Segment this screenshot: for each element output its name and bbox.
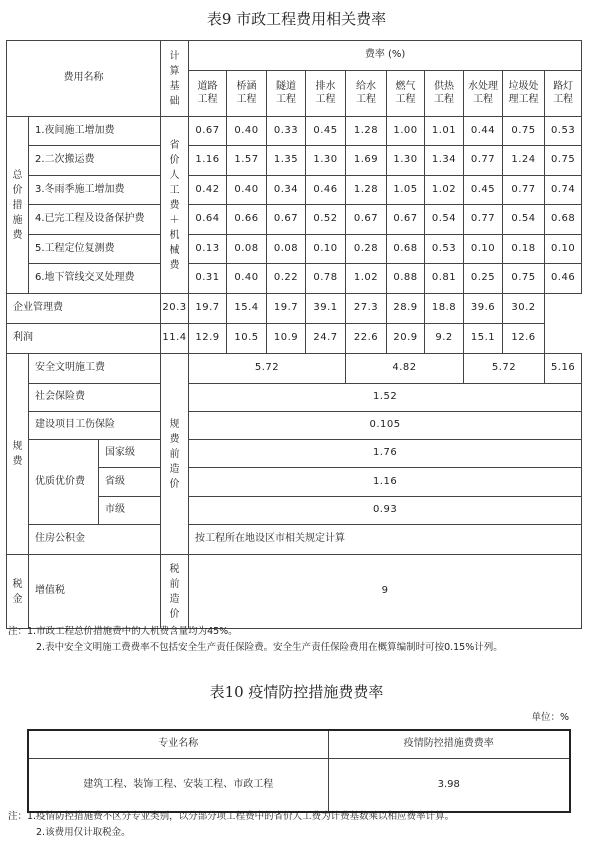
rate-cell: 18.8 bbox=[425, 294, 464, 324]
rate-cell: 0.64 bbox=[189, 205, 227, 235]
quality-national-value: 1.76 bbox=[189, 440, 582, 468]
table10-note-1: 注：1.疫情防控措施费不区分专业类别，以分部分项工程费中的省价人工费为计费基数乘以相应费率计算。 bbox=[8, 811, 455, 822]
category-header: 隧道 工程 bbox=[267, 71, 306, 117]
rate-cell: 0.77 bbox=[464, 146, 503, 176]
vat-value: 9 bbox=[189, 555, 582, 629]
table10-header-rate: 疫情防控措施费费率 bbox=[328, 730, 570, 758]
quality-city-label: 市级 bbox=[99, 497, 161, 525]
row-label: 3.冬雨季施工增加费 bbox=[29, 176, 161, 205]
table9 bbox=[6, 40, 582, 629]
category-header: 道路 工程 bbox=[189, 71, 227, 117]
rate-cell: 0.33 bbox=[267, 117, 306, 146]
rate-cell: 1.35 bbox=[267, 146, 306, 176]
safety-value-1: 5.72 bbox=[189, 354, 346, 384]
rate-cell: 0.10 bbox=[545, 235, 582, 264]
rate-cell: 0.10 bbox=[464, 235, 503, 264]
rate-cell: 1.02 bbox=[346, 264, 387, 294]
table10-header-name: 专业名称 bbox=[28, 730, 328, 758]
quality-provincial-value: 1.16 bbox=[189, 468, 582, 497]
rate-cell: 0.75 bbox=[545, 146, 582, 176]
rate-cell: 0.40 bbox=[227, 117, 267, 146]
rate-cell: 0.34 bbox=[267, 176, 306, 205]
basis-pre-tax: 税 前 造 价 bbox=[161, 555, 189, 629]
quality-city-value: 0.93 bbox=[189, 497, 582, 525]
rate-cell: 0.77 bbox=[503, 176, 545, 205]
rate-cell: 0.45 bbox=[464, 176, 503, 205]
header-fee-name: 费用名称 bbox=[7, 41, 161, 117]
category-header: 桥涵 工程 bbox=[227, 71, 267, 117]
rate-cell: 0.13 bbox=[189, 235, 227, 264]
table10-note-2: 2.该费用仅计取税金。 bbox=[36, 827, 131, 838]
rate-cell: 15.4 bbox=[227, 294, 267, 324]
row-label-mgmt: 企业管理费 bbox=[7, 294, 161, 324]
rate-cell: 1.00 bbox=[387, 117, 425, 146]
rate-cell: 1.24 bbox=[503, 146, 545, 176]
rate-cell: 30.2 bbox=[503, 294, 545, 324]
rate-cell: 0.75 bbox=[503, 264, 545, 294]
safety-value-4: 5.16 bbox=[545, 354, 582, 384]
rate-cell: 39.1 bbox=[306, 294, 346, 324]
table9-note-2: 2.表中安全文明施工费费率不包括安全生产责任保险费。安全生产责任保险费用在概算编制时可按0.15%计列。 bbox=[36, 642, 503, 653]
rate-cell: 0.28 bbox=[346, 235, 387, 264]
table9-notes bbox=[8, 624, 503, 656]
quality-provincial-label: 省级 bbox=[99, 468, 161, 497]
rate-cell: 0.68 bbox=[545, 205, 582, 235]
quality-national-label: 国家级 bbox=[99, 440, 161, 468]
safety-value-3: 5.72 bbox=[464, 354, 545, 384]
rate-cell: 0.67 bbox=[387, 205, 425, 235]
rate-cell: 0.75 bbox=[503, 117, 545, 146]
category-header: 供热 工程 bbox=[425, 71, 464, 117]
header-rate: 费率 (%) bbox=[189, 41, 582, 71]
rate-cell: 0.53 bbox=[545, 117, 582, 146]
table10-row-value: 3.98 bbox=[328, 758, 570, 812]
rate-cell: 0.46 bbox=[306, 176, 346, 205]
table10-unit: 单位：% bbox=[531, 712, 569, 723]
row-label: 1.夜间施工增加费 bbox=[29, 117, 161, 146]
rate-cell: 0.74 bbox=[545, 176, 582, 205]
row-label-housing: 住房公积金 bbox=[29, 525, 161, 555]
rate-cell: 1.05 bbox=[387, 176, 425, 205]
rate-cell: 39.6 bbox=[464, 294, 503, 324]
row-label-injury: 建设项目工伤保险 bbox=[29, 412, 161, 440]
rate-cell: 0.67 bbox=[267, 205, 306, 235]
rate-cell: 0.44 bbox=[464, 117, 503, 146]
rate-cell: 0.25 bbox=[464, 264, 503, 294]
rate-cell: 0.42 bbox=[189, 176, 227, 205]
rate-cell: 0.53 bbox=[425, 235, 464, 264]
rate-cell: 0.31 bbox=[189, 264, 227, 294]
rate-cell: 0.45 bbox=[306, 117, 346, 146]
group-tax: 税 金 bbox=[7, 555, 29, 629]
table10-row-name: 建筑工程、装饰工程、安装工程、市政工程 bbox=[28, 758, 328, 812]
row-label: 5.工程定位复测费 bbox=[29, 235, 161, 264]
rate-cell: 19.7 bbox=[189, 294, 227, 324]
rate-cell: 0.22 bbox=[267, 264, 306, 294]
category-header: 路灯 工程 bbox=[545, 71, 582, 117]
group-fees: 规 费 bbox=[7, 354, 29, 555]
category-header: 给水 工程 bbox=[346, 71, 387, 117]
rate-cell: 0.67 bbox=[189, 117, 227, 146]
rate-cell: 1.02 bbox=[425, 176, 464, 205]
rate-cell: 15.1 bbox=[464, 324, 503, 354]
category-header: 燃气 工程 bbox=[387, 71, 425, 117]
rate-cell: 1.30 bbox=[306, 146, 346, 176]
row-label-quality: 优质优价费 bbox=[29, 440, 99, 525]
row-label: 4.已完工程及设备保护费 bbox=[29, 205, 161, 235]
rate-cell: 9.2 bbox=[425, 324, 464, 354]
category-header: 垃圾处 理工程 bbox=[503, 71, 545, 117]
safety-value-2: 4.82 bbox=[346, 354, 464, 384]
rate-cell: 20.3 bbox=[161, 294, 189, 324]
row-label-vat: 增值税 bbox=[29, 555, 161, 629]
injury-value: 0.105 bbox=[189, 412, 582, 440]
rate-cell: 0.77 bbox=[464, 205, 503, 235]
rate-cell: 0.40 bbox=[227, 264, 267, 294]
table9-note-1: 注：1.市政工程总价措施费中的人机费含量均为45%。 bbox=[8, 626, 238, 637]
category-header: 排水 工程 bbox=[306, 71, 346, 117]
rate-cell: 10.9 bbox=[267, 324, 306, 354]
rate-cell: 22.6 bbox=[346, 324, 387, 354]
basis-labor-machine: 省 价 人 工 费 ＋ 机 械 费 bbox=[161, 117, 189, 294]
rate-cell: 0.78 bbox=[306, 264, 346, 294]
row-label-safety: 安全文明施工费 bbox=[29, 354, 161, 384]
social-value: 1.52 bbox=[189, 384, 582, 412]
rate-cell: 12.9 bbox=[189, 324, 227, 354]
rate-cell: 1.57 bbox=[227, 146, 267, 176]
rate-cell: 1.69 bbox=[346, 146, 387, 176]
rate-cell: 0.46 bbox=[545, 264, 582, 294]
rate-cell: 0.52 bbox=[306, 205, 346, 235]
rate-cell: 11.4 bbox=[161, 324, 189, 354]
rate-cell: 0.54 bbox=[425, 205, 464, 235]
rate-cell: 19.7 bbox=[267, 294, 306, 324]
group-measures: 总 价 措 施 费 bbox=[7, 117, 29, 294]
rate-cell: 20.9 bbox=[387, 324, 425, 354]
rate-cell: 1.30 bbox=[387, 146, 425, 176]
rate-cell: 12.6 bbox=[503, 324, 545, 354]
rate-cell: 0.54 bbox=[503, 205, 545, 235]
table10-notes bbox=[8, 809, 454, 841]
rate-cell: 1.28 bbox=[346, 117, 387, 146]
rate-cell: 27.3 bbox=[346, 294, 387, 324]
rate-cell: 0.18 bbox=[503, 235, 545, 264]
row-label-social: 社会保险费 bbox=[29, 384, 161, 412]
row-label-profit: 利润 bbox=[7, 324, 161, 354]
rate-cell: 0.66 bbox=[227, 205, 267, 235]
rate-cell: 0.08 bbox=[267, 235, 306, 264]
rate-cell: 0.68 bbox=[387, 235, 425, 264]
row-label: 6.地下管线交叉处理费 bbox=[29, 264, 161, 294]
rate-cell: 1.16 bbox=[189, 146, 227, 176]
rate-cell: 0.81 bbox=[425, 264, 464, 294]
rate-cell: 0.88 bbox=[387, 264, 425, 294]
category-header: 水处理 工程 bbox=[464, 71, 503, 117]
table9-title: 表9 市政工程费用相关费率 bbox=[206, 10, 387, 28]
rate-cell: 1.34 bbox=[425, 146, 464, 176]
table10 bbox=[27, 729, 571, 813]
rate-cell: 28.9 bbox=[387, 294, 425, 324]
rate-cell: 0.40 bbox=[227, 176, 267, 205]
rate-cell: 1.28 bbox=[346, 176, 387, 205]
rate-cell: 10.5 bbox=[227, 324, 267, 354]
housing-value: 按工程所在地设区市相关规定计算 bbox=[189, 525, 582, 555]
rate-cell: 24.7 bbox=[306, 324, 346, 354]
header-basis: 计 算 基 础 bbox=[161, 41, 189, 117]
rate-cell: 0.10 bbox=[306, 235, 346, 264]
rate-cell: 1.01 bbox=[425, 117, 464, 146]
table10-title: 表10 疫情防控措施费费率 bbox=[209, 683, 384, 701]
basis-pre-fee: 规 费 前 造 价 bbox=[161, 354, 189, 555]
rate-cell: 0.67 bbox=[346, 205, 387, 235]
rate-cell: 0.08 bbox=[227, 235, 267, 264]
row-label: 2.二次搬运费 bbox=[29, 146, 161, 176]
